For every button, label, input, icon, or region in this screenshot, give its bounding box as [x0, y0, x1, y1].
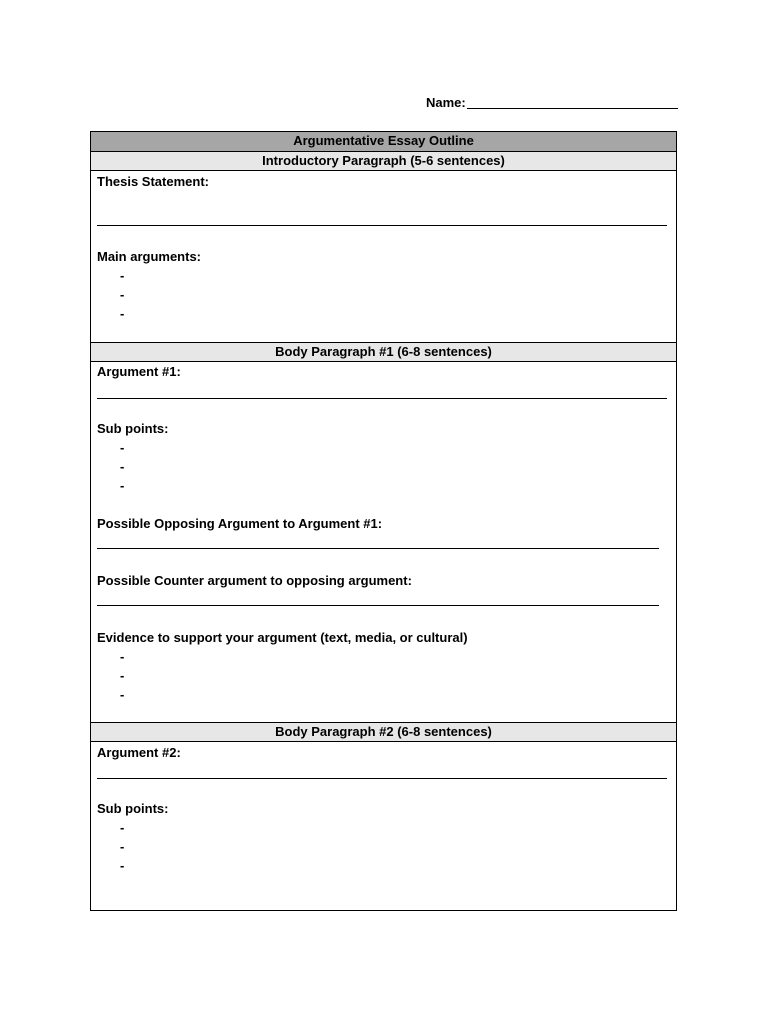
body1-heading: Body Paragraph #1 (6-8 sentences) [91, 342, 676, 362]
sub-point-bullet: - [120, 839, 125, 854]
sub-point-bullet: - [120, 478, 125, 493]
body2-heading: Body Paragraph #2 (6-8 sentences) [91, 722, 676, 742]
sub-point-bullet: - [120, 820, 125, 835]
outline-table [90, 131, 677, 911]
evidence-bullet: - [120, 668, 125, 683]
sub-points-label: Sub points: [97, 801, 169, 816]
argument1-blank-line[interactable] [97, 398, 667, 399]
evidence-label: Evidence to support your argument (text, media, or cultural) [97, 630, 468, 645]
main-arguments-label: Main arguments: [97, 249, 202, 264]
sub-point-bullet: - [120, 440, 125, 455]
name-label: Name: [426, 95, 466, 110]
intro-heading: Introductory Paragraph (5-6 sentences) [91, 151, 676, 171]
main-argument-bullet: - [120, 306, 125, 321]
argument1-label: Argument #1: [97, 364, 181, 379]
thesis-label: Thesis Statement: [97, 174, 209, 189]
outline-title: Argumentative Essay Outline [91, 132, 676, 152]
name-field [426, 94, 678, 110]
sub-point-bullet: - [120, 459, 125, 474]
opposing-argument-label: Possible Opposing Argument to Argument #1: [97, 516, 383, 531]
evidence-bullet: - [120, 687, 125, 702]
sub-points-label: Sub points: [97, 421, 169, 436]
thesis-blank-line[interactable] [97, 225, 667, 226]
counter-argument-label: Possible Counter argument to opposing argument: [97, 573, 412, 588]
argument2-label: Argument #2: [97, 745, 181, 760]
opposing-argument-blank-line[interactable] [97, 548, 659, 549]
sub-point-bullet: - [120, 858, 125, 873]
name-blank-line[interactable] [467, 94, 678, 109]
evidence-bullet: - [120, 649, 125, 664]
argument2-blank-line[interactable] [97, 778, 667, 779]
main-argument-bullet: - [120, 268, 125, 283]
main-argument-bullet: - [120, 287, 125, 302]
counter-argument-blank-line[interactable] [97, 605, 659, 606]
